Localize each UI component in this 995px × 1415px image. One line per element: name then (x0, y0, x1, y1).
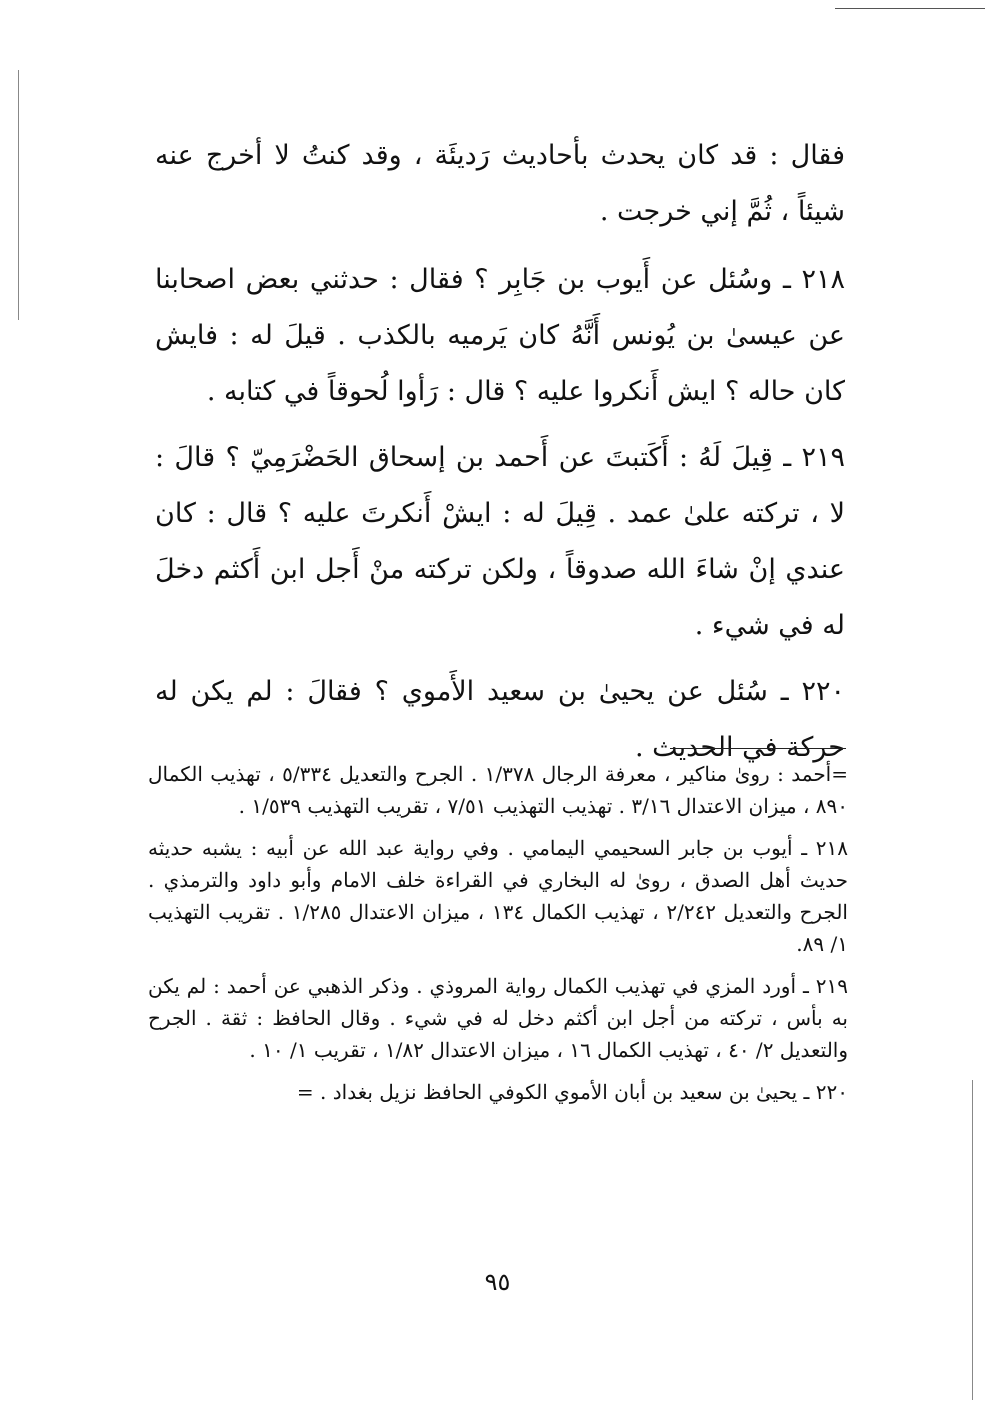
footnote-219: ٢١٩ ـ أورد المزي في تهذيب الكمال رواية المروذي . وذكر الذهبي عن أحمد : لم يكن به بأس ، تركته من أجل ابن أكثم دخل له في شيء . وقال الحافظ : ثقة . الجرح والتعديل ٢/ ٤٠ ، تهذيب الكمال ١٦ ، ميزان الاعتدال ١/٨٢ ، تقريب ١/ ١٠ . (148, 974, 848, 1062)
entry-220: ٢٢٠ ـ سُئل عن يحيىٰ بن سعيد الأَموي ؟ فقالَ : لم يكن له حركة في الحديث . (155, 676, 845, 763)
page-number: ٩٥ (484, 1268, 511, 1296)
entry-218: ٢١٨ ـ وسُئل عن أَيوب بن جَابِر ؟ فقال : حدثني بعض اصحابنا عن عيسىٰ بن يُونس أَنَّهُ كان يَرميه بالكذب . قيلَ له : فايش كان حاله ؟ ايش أَنكروا عليه ؟ قال : رَأوا لُحوقاً في كتابه . (155, 264, 845, 407)
top-rule (835, 8, 985, 9)
paragraph-continuation: فقال : قد كان يحدث بأحاديث رَديئَة ، وقد كنتُ لا أخرج عنه شيئاً ، ثُمَّ إني خرجت . (155, 140, 845, 227)
entry-219: ٢١٩ ـ قِيلَ لَهُ : أَكَتبتَ عن أَحمد بن إسحاق الحَضْرَمِيّ ؟ قالَ : لا ، تركته علىٰ عمد . قِيلَ له : ايشْ أَنكرتَ عليه ؟ قال : كان عندي إنْ شاءَ الله صدوقاً ، ولكن تركته منْ أَجل ابن أَكثم دخلَ له في شيء . (155, 442, 845, 641)
left-scan-edge (18, 70, 19, 320)
footnote-220: ٢٢٠ ـ يحيىٰ بن سعيد بن أبان الأموي الكوفي الحافظ نزيل بغداد . = (296, 1080, 848, 1104)
footnotes (148, 758, 848, 1118)
footnote-218: ٢١٨ ـ أيوب بن جابر السحيمي اليمامي . وفي رواية عبد الله عن أبيه : يشبه حديثه حديث أهل الصدق ، روىٰ له البخاري في القراءة خلف الامام وأبو داود والترمذي . الجرح والتعديل ٢/٢٤٢ ، تهذيب الكمال ١٣٤ ، ميزان الاعتدال ١/٢٨٥ . تقريب التهذيب ١/ ٨٩. (148, 836, 848, 956)
footnote-continuation: =أحمد : روىٰ مناكير ، معرفة الرجال ١/٣٧٨ . الجرح والتعديل ٥/٣٣٤ ، تهذيب الكمال ٨٩٠ ، ميزان الاعتدال ٣/١٦ . تهذيب التهذيب ٧/٥١ ، تقريب التهذيب ١/٥٣٩ . (148, 762, 848, 818)
footnote-separator (670, 748, 846, 749)
right-scan-edge (972, 1080, 973, 1400)
main-text (155, 128, 845, 786)
